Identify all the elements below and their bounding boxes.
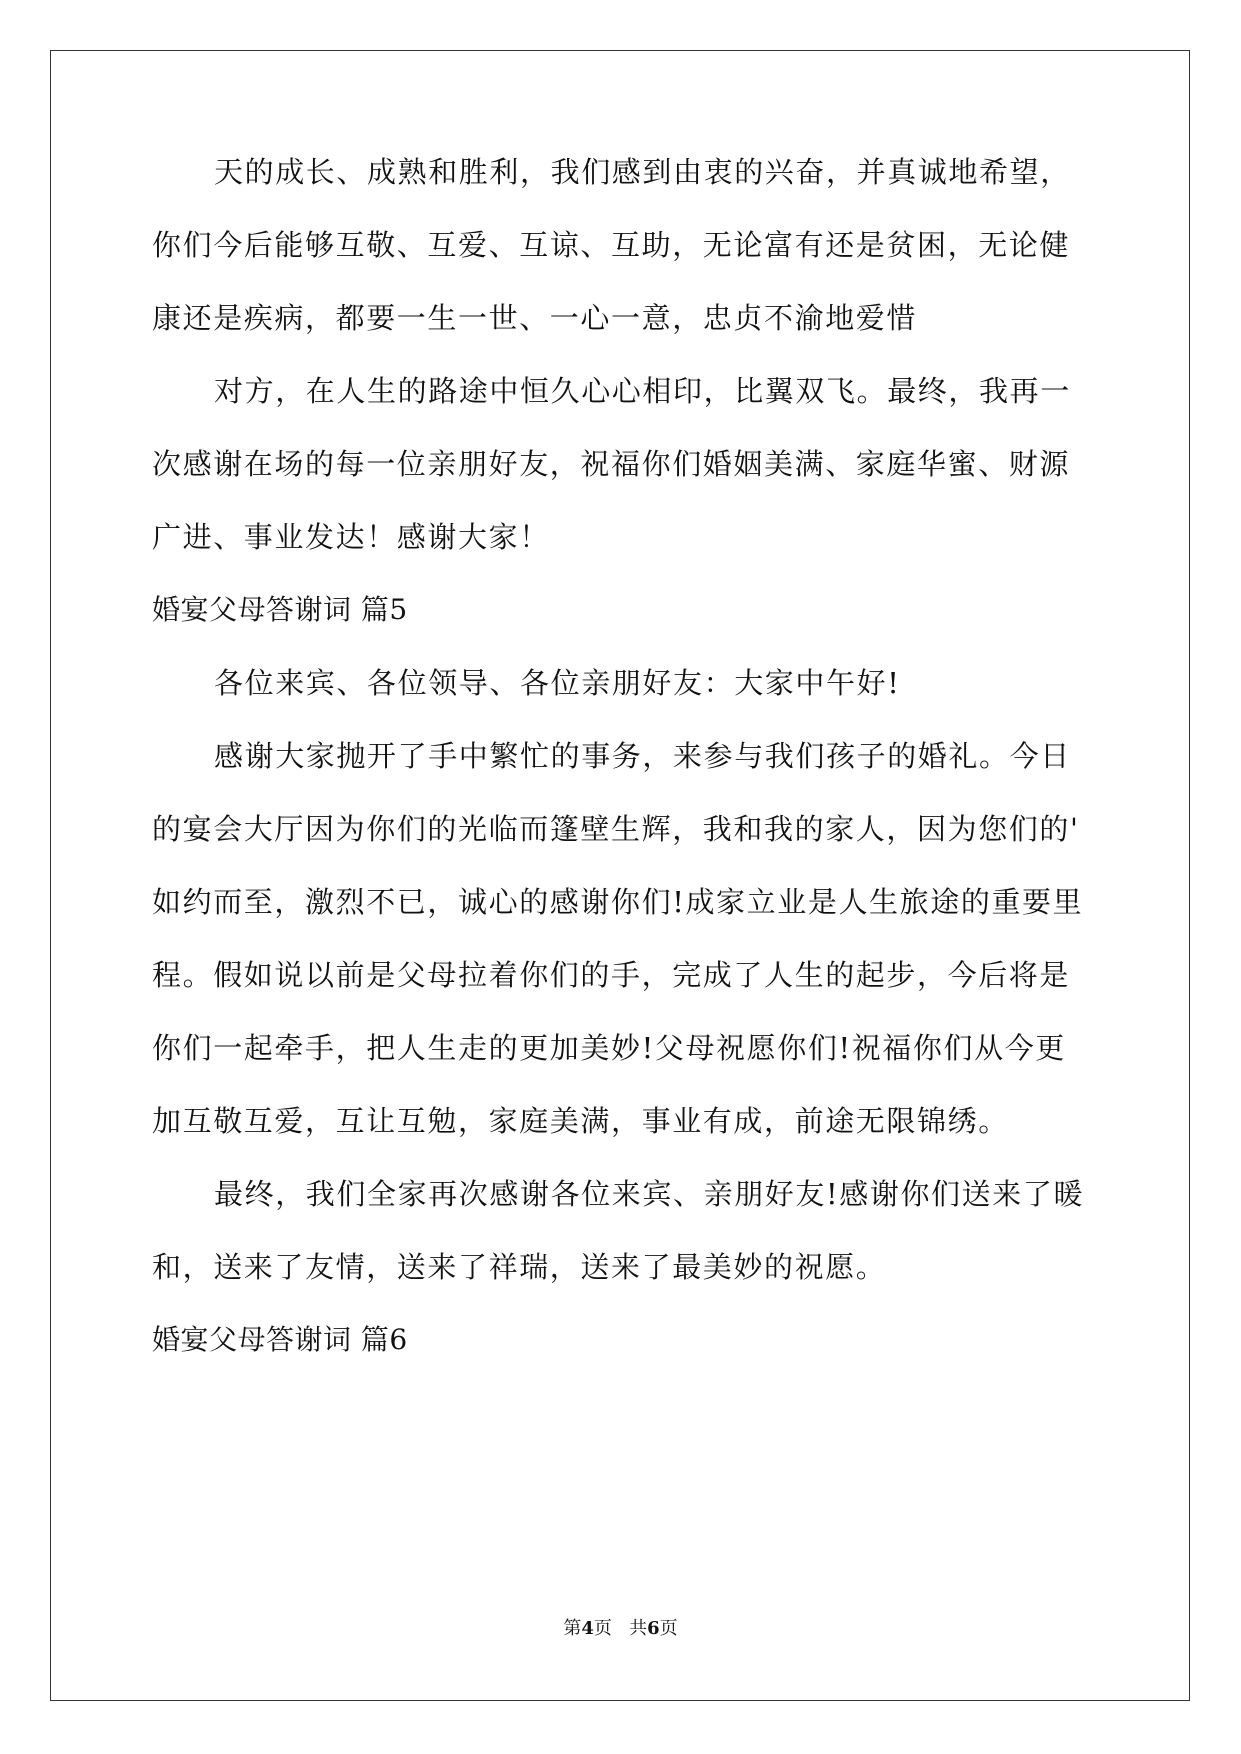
paragraph-line: 次感谢在场的每一位亲朋好友，祝福你们婚姻美满、家庭华蜜、财源 [152, 447, 1071, 481]
section-heading: 婚宴父母答谢词 篇6 [152, 1323, 408, 1356]
paragraph-line: 程。假如说以前是父母拉着你们的手，完成了人生的起步，今后将是 [152, 958, 1071, 992]
paragraph-line: 和，送来了友情，送来了祥瑞，送来了最美妙的祝愿。 [152, 1250, 887, 1284]
paragraph-line: 的宴会大厅因为你们的光临而篷壁生辉，我和我的家人，因为您们的' [152, 812, 1080, 846]
page-footer [0, 1617, 1241, 1641]
paragraph-line: 广进、事业发达！感谢大家！ [152, 520, 550, 554]
paragraph-line: 天的成长、成熟和胜利，我们感到由衷的兴奋，并真诚地希望， [214, 155, 1071, 189]
footer-page-suffix: 页 共 [593, 1618, 648, 1639]
paragraph-line: 最终，我们全家再次感谢各位来宾、亲朋好友!感谢你们送来了暖 [214, 1177, 1085, 1211]
paragraph-line: 各位来宾、各位领导、各位亲朋好友：大家中午好! [214, 666, 901, 700]
footer-current-page: 4 [581, 1618, 594, 1639]
footer-page-prefix: 第 [563, 1618, 582, 1639]
footer-total-suffix: 页 [659, 1618, 678, 1639]
paragraph-line: 康还是疾病，都要一生一世、一心一意，忠贞不渝地爱惜 [152, 301, 918, 335]
paragraph-line: 对方，在人生的路途中恒久心心相印，比翼双飞。最终，我再一 [214, 374, 1071, 408]
section-heading: 婚宴父母答谢词 篇5 [152, 593, 408, 626]
paragraph-line: 你们今后能够互敬、互爱、互谅、互助，无论富有还是贫困，无论健 [152, 228, 1071, 262]
footer-total-pages: 6 [647, 1618, 660, 1639]
paragraph-line: 加互敬互爱，互让互勉，家庭美满，事业有成，前途无限锦绣。 [152, 1104, 1009, 1138]
paragraph-line: 感谢大家抛开了手中繁忙的事务，来参与我们孩子的婚礼。今日 [214, 739, 1071, 773]
paragraph-line: 如约而至，激烈不已，诚心的感谢你们!成家立业是人生旅途的重要里 [152, 885, 1084, 919]
paragraph-line: 你们一起牵手，把人生走的更加美妙!父母祝愿你们!祝福你们从今更 [152, 1031, 1066, 1065]
